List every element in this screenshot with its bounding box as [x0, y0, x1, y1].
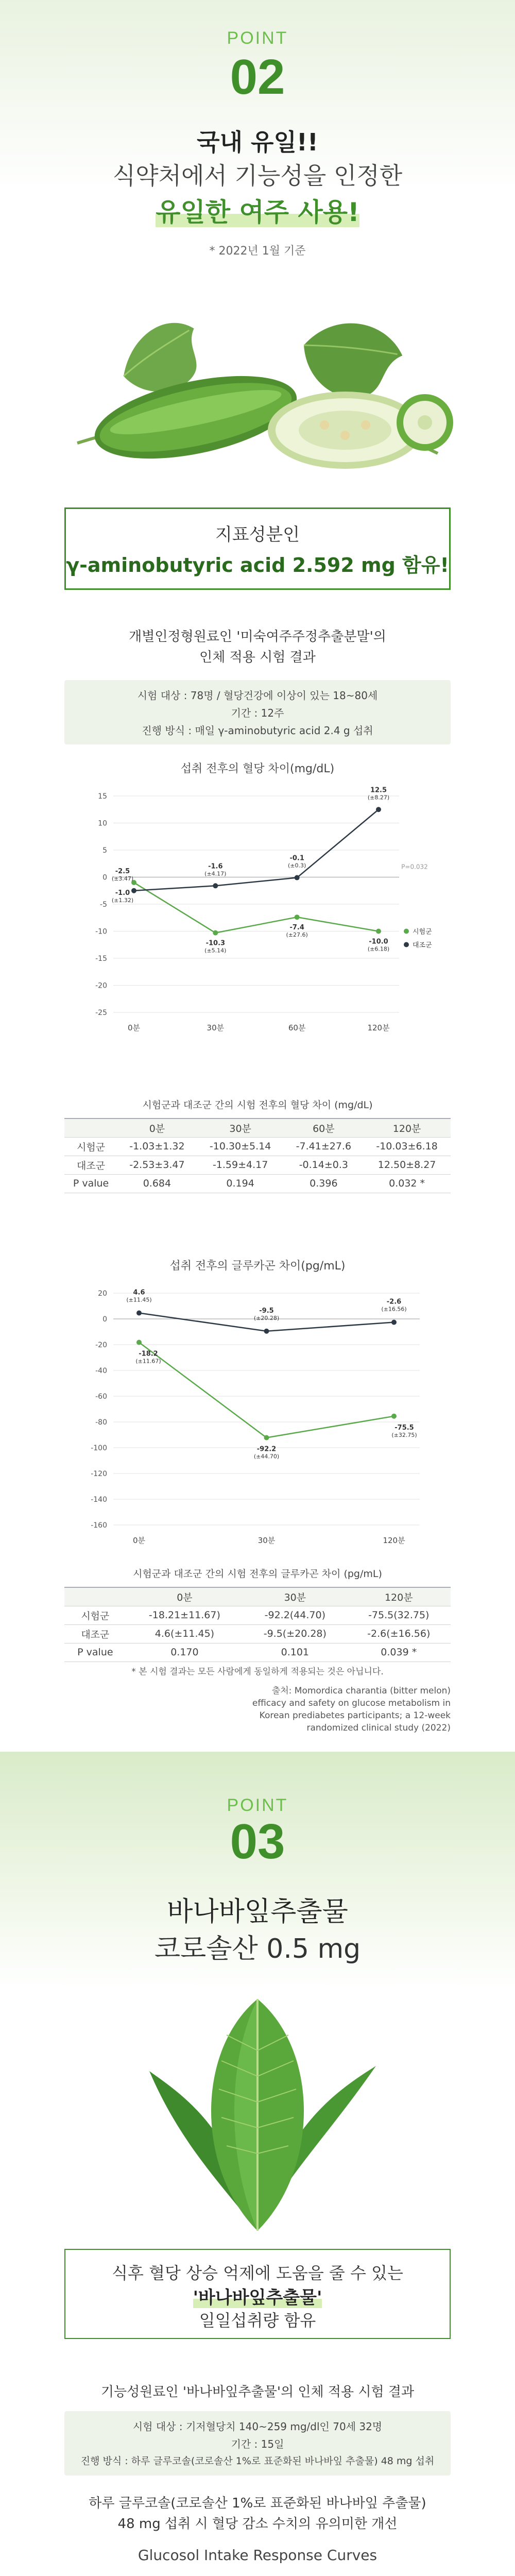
y-tick-label: 0 — [102, 1315, 107, 1324]
table-row — [64, 1643, 451, 1662]
table-row — [64, 1137, 451, 1156]
source-1 — [206, 1685, 451, 1734]
data-label: (±8.27) — [367, 794, 390, 801]
source-line: efficacy and safety on glucose metabolism in — [252, 1698, 451, 1708]
table-cell: 12.50±8.27 — [363, 1156, 451, 1174]
x-tick-label: 0분 — [127, 1023, 141, 1032]
table1-title: 시험군과 대조군 간의 시험 전후의 혈당 차이 (mg/dL) — [142, 1099, 373, 1111]
glucagon-chart — [64, 1283, 451, 1556]
series-line — [139, 1343, 394, 1438]
legend-label: 시험군 — [413, 928, 432, 936]
condition-1: 시험 대상 : 78명 / 혈당건강에 이상이 있는 18~80세 — [137, 689, 378, 702]
point-number: 02 — [230, 49, 285, 105]
data-point — [131, 888, 136, 893]
x-tick-label: 60분 — [288, 1023, 306, 1032]
table-cell: -2.53±3.47 — [117, 1156, 197, 1174]
headline-2: 코로솔산 0.5 mg — [154, 1934, 361, 1964]
table-cell: -1.59±4.17 — [197, 1156, 284, 1174]
table-row — [64, 1606, 451, 1624]
y-tick-label: -40 — [95, 1367, 107, 1375]
study-title-1: 개별인정형원료인 '미숙여주주정추출분말'의 — [129, 629, 386, 645]
indicator-box — [64, 507, 451, 590]
table-header-cell: 60분 — [284, 1118, 364, 1137]
data-label: (±4.17) — [204, 870, 227, 877]
x-tick-label: 120분 — [367, 1023, 390, 1032]
table-header-cell: 120분 — [363, 1118, 451, 1137]
data-label: -2.6 — [386, 1298, 402, 1306]
condition-2: 기간 : 12주 — [231, 707, 284, 719]
table-cell: -7.41±27.6 — [284, 1137, 364, 1156]
series-line — [134, 883, 379, 933]
y-tick-label: -100 — [91, 1444, 107, 1452]
y-tick-label: -60 — [95, 1393, 107, 1401]
chart1-title: 섭취 전후의 혈당 차이(mg/dL) — [180, 762, 335, 775]
data-point — [295, 875, 300, 880]
data-label: (±11.67) — [135, 1358, 161, 1365]
indicator-line-1: 지표성분인 — [215, 524, 300, 545]
data-label: -10.3 — [205, 939, 226, 947]
glucosol-chart — [64, 2573, 451, 2576]
data-label: (±44.70) — [253, 1453, 280, 1460]
table-cell: 0.684 — [117, 1174, 197, 1193]
source-line: 출처: Momordica charantia (bitter melon) — [271, 1686, 451, 1696]
data-point — [391, 1320, 397, 1325]
y-tick-label: -25 — [95, 1009, 107, 1017]
y-tick-label: -20 — [95, 1341, 107, 1349]
y-tick-label: -20 — [95, 981, 107, 990]
table-row — [64, 1174, 451, 1193]
point-label: POINT — [227, 28, 288, 48]
point-number: 03 — [230, 1814, 285, 1869]
data-label: -75.5 — [394, 1423, 414, 1432]
study-title: 기능성원료인 '바나바잎추출물'의 인체 적용 시험 결과 — [100, 2384, 415, 2400]
table-cell: -9.5(±20.28) — [243, 1624, 347, 1643]
glucagon-table — [64, 1587, 451, 1662]
table-row — [64, 1624, 451, 1643]
callout-1: 식후 혈당 상승 억제에 도움을 줄 수 있는 — [112, 2263, 403, 2283]
data-label: -18.2 — [139, 1350, 158, 1358]
data-label: (±16.56) — [381, 1306, 407, 1313]
data-label: -1.6 — [208, 862, 223, 871]
table-header-cell: 30분 — [197, 1118, 284, 1137]
y-tick-label: -80 — [95, 1418, 107, 1427]
y-tick-label: -5 — [100, 901, 107, 909]
y-tick-label: 5 — [102, 846, 107, 855]
table-header-cell: 120분 — [347, 1587, 451, 1606]
data-label: -2.5 — [115, 867, 130, 875]
y-tick-label: 0 — [102, 873, 107, 882]
table-cell: -92.2(44.70) — [243, 1606, 347, 1624]
result-2: 48 mg 섭취 시 혈당 감소 수치의 유의미한 개선 — [117, 2516, 398, 2532]
y-tick-label: 15 — [98, 792, 107, 801]
data-point — [295, 914, 300, 920]
source-line: Korean prediabetes participants; a 12-week — [259, 1710, 451, 1721]
data-point — [376, 807, 381, 812]
blood-glucose-chart — [64, 786, 451, 1079]
conditions-box — [64, 2411, 451, 2476]
glucose-table — [64, 1118, 451, 1193]
y-tick-label: 20 — [98, 1290, 107, 1298]
table-row — [64, 1156, 451, 1174]
headline-1: 국내 유일!! — [197, 128, 318, 156]
x-tick-label: 30분 — [207, 1023, 225, 1032]
table-cell: 0.170 — [126, 1643, 243, 1662]
y-tick-label: -160 — [91, 1521, 107, 1530]
y-tick-label: -15 — [95, 955, 107, 963]
data-label: (±32.75) — [391, 1431, 417, 1438]
x-tick-label: 120분 — [383, 1536, 405, 1545]
table-cell: -75.5(32.75) — [347, 1606, 451, 1624]
table-header-cell — [64, 1118, 117, 1137]
condition-2: 기간 : 15일 — [231, 2438, 284, 2450]
data-label: -9.5 — [259, 1307, 274, 1315]
table-row-label: 대조군 — [64, 1156, 117, 1174]
footnote-1: * 본 시험 결과는 모든 사람에게 동일하게 적용되는 것은 아닙니다. — [131, 1667, 384, 1677]
x-tick-label: 30분 — [258, 1536, 276, 1545]
table-row-label: 대조군 — [64, 1624, 126, 1643]
section-point-03 — [0, 1752, 515, 2576]
table-cell: 0.032 * — [363, 1174, 451, 1193]
y-tick-label: -10 — [95, 927, 107, 936]
y-tick-label: 10 — [98, 819, 107, 828]
data-point — [264, 1435, 269, 1440]
headline-3: 유일한 여주 사용! — [156, 197, 359, 227]
table-cell: 0.039 * — [347, 1643, 451, 1662]
data-label: (±3.47) — [111, 875, 134, 882]
table-header-cell: 0분 — [117, 1118, 197, 1137]
banaba-leaf-image — [118, 1989, 397, 2236]
conditions-box — [64, 680, 451, 744]
data-label: 12.5 — [370, 786, 387, 794]
y-tick-label: -140 — [91, 1496, 107, 1504]
data-label: -0.1 — [289, 854, 304, 862]
data-point — [136, 1311, 142, 1316]
chart2-title: 섭취 전후의 글루카곤 차이(pg/mL) — [169, 1260, 346, 1273]
date-note: * 2022년 1월 기준 — [209, 245, 306, 258]
data-label: -1.0 — [115, 889, 130, 897]
table-header-cell: 30분 — [243, 1587, 347, 1606]
table-header-cell: 0분 — [126, 1587, 243, 1606]
indicator-line-2: γ-aminobutyric acid 2.592 mg 함유! — [66, 554, 449, 577]
data-label: -92.2 — [256, 1445, 277, 1453]
data-label: (±27.6) — [286, 931, 308, 939]
headline-2: 식약처에서 기능성을 인정한 — [112, 162, 403, 190]
y-tick-label: -120 — [91, 1470, 107, 1478]
table-row-label: P value — [64, 1174, 117, 1193]
table-row-label: P value — [64, 1643, 126, 1662]
bitter-melon-image — [57, 289, 458, 489]
data-label: (±0.3) — [288, 862, 306, 869]
data-label: (±6.18) — [367, 945, 390, 953]
data-label: -10.0 — [369, 938, 388, 946]
data-label: (±1.32) — [111, 897, 134, 904]
condition-3: 진행 방식 : 매일 γ-aminobutyric acid 2.4 g 섭취 — [142, 724, 373, 737]
condition-1: 시험 대상 : 기저혈당치 140~259 mg/dl인 70세 32명 — [132, 2420, 383, 2433]
table-cell: -1.03±1.32 — [117, 1137, 197, 1156]
legend-marker — [404, 942, 409, 947]
data-label: (±11.45) — [126, 1296, 152, 1303]
table-header-cell — [64, 1587, 126, 1606]
study-title-2: 인체 적용 시험 결과 — [199, 650, 316, 665]
data-label: (±5.14) — [204, 947, 227, 954]
table-header-row — [64, 1118, 451, 1137]
chart3-title: Glucosol Intake Response Curves — [138, 2547, 377, 2564]
table-cell: 4.6(±11.45) — [126, 1624, 243, 1643]
data-point — [213, 930, 218, 936]
data-point — [376, 929, 381, 934]
data-point — [213, 883, 218, 888]
headline-1: 바나바잎추출물 — [167, 1896, 348, 1927]
table-cell: -2.6(±16.56) — [347, 1624, 451, 1643]
table-cell: -10.30±5.14 — [197, 1137, 284, 1156]
table-cell: 0.194 — [197, 1174, 284, 1193]
table-cell: -0.14±0.3 — [284, 1156, 364, 1174]
table-cell: 0.101 — [243, 1643, 347, 1662]
legend-marker — [404, 929, 409, 934]
callout-2: '바나바잎추출물' — [193, 2287, 322, 2308]
table-cell: -10.03±6.18 — [363, 1137, 451, 1156]
table-cell: 0.396 — [284, 1174, 364, 1193]
data-label: 4.6 — [133, 1289, 145, 1297]
table-header-row — [64, 1587, 451, 1606]
table-row-label: 시험군 — [64, 1137, 117, 1156]
data-point — [136, 1340, 142, 1345]
table2-title: 시험군과 대조군 간의 시험 전후의 글루카곤 차이 (pg/mL) — [133, 1568, 382, 1580]
data-label: (±20.28) — [253, 1314, 280, 1321]
data-point — [264, 1329, 269, 1334]
table-cell: -18.21±11.67) — [126, 1606, 243, 1624]
data-point — [391, 1414, 397, 1419]
data-label: -7.4 — [289, 924, 304, 932]
point-label: POINT — [227, 1795, 288, 1815]
callout-3: 일일섭취량 함유 — [199, 2311, 316, 2330]
result-1: 하루 글루코솔(코로솔산 1%로 표준화된 바나바잎 추출물) — [89, 2496, 426, 2511]
x-tick-label: 0분 — [132, 1536, 146, 1545]
source-line: randomized clinical study (2022) — [306, 1723, 451, 1733]
condition-3: 진행 방식 : 하루 글루코솔(코로솔산 1%로 표준화된 바나바잎 추출물) 48 mg 섭취 — [80, 2455, 435, 2467]
significance-label: P=0.032 — [401, 863, 428, 871]
table-row-label: 시험군 — [64, 1606, 126, 1624]
legend-label: 대조군 — [413, 941, 432, 950]
callout-box — [64, 2249, 451, 2339]
leaf-front — [211, 1999, 304, 2231]
